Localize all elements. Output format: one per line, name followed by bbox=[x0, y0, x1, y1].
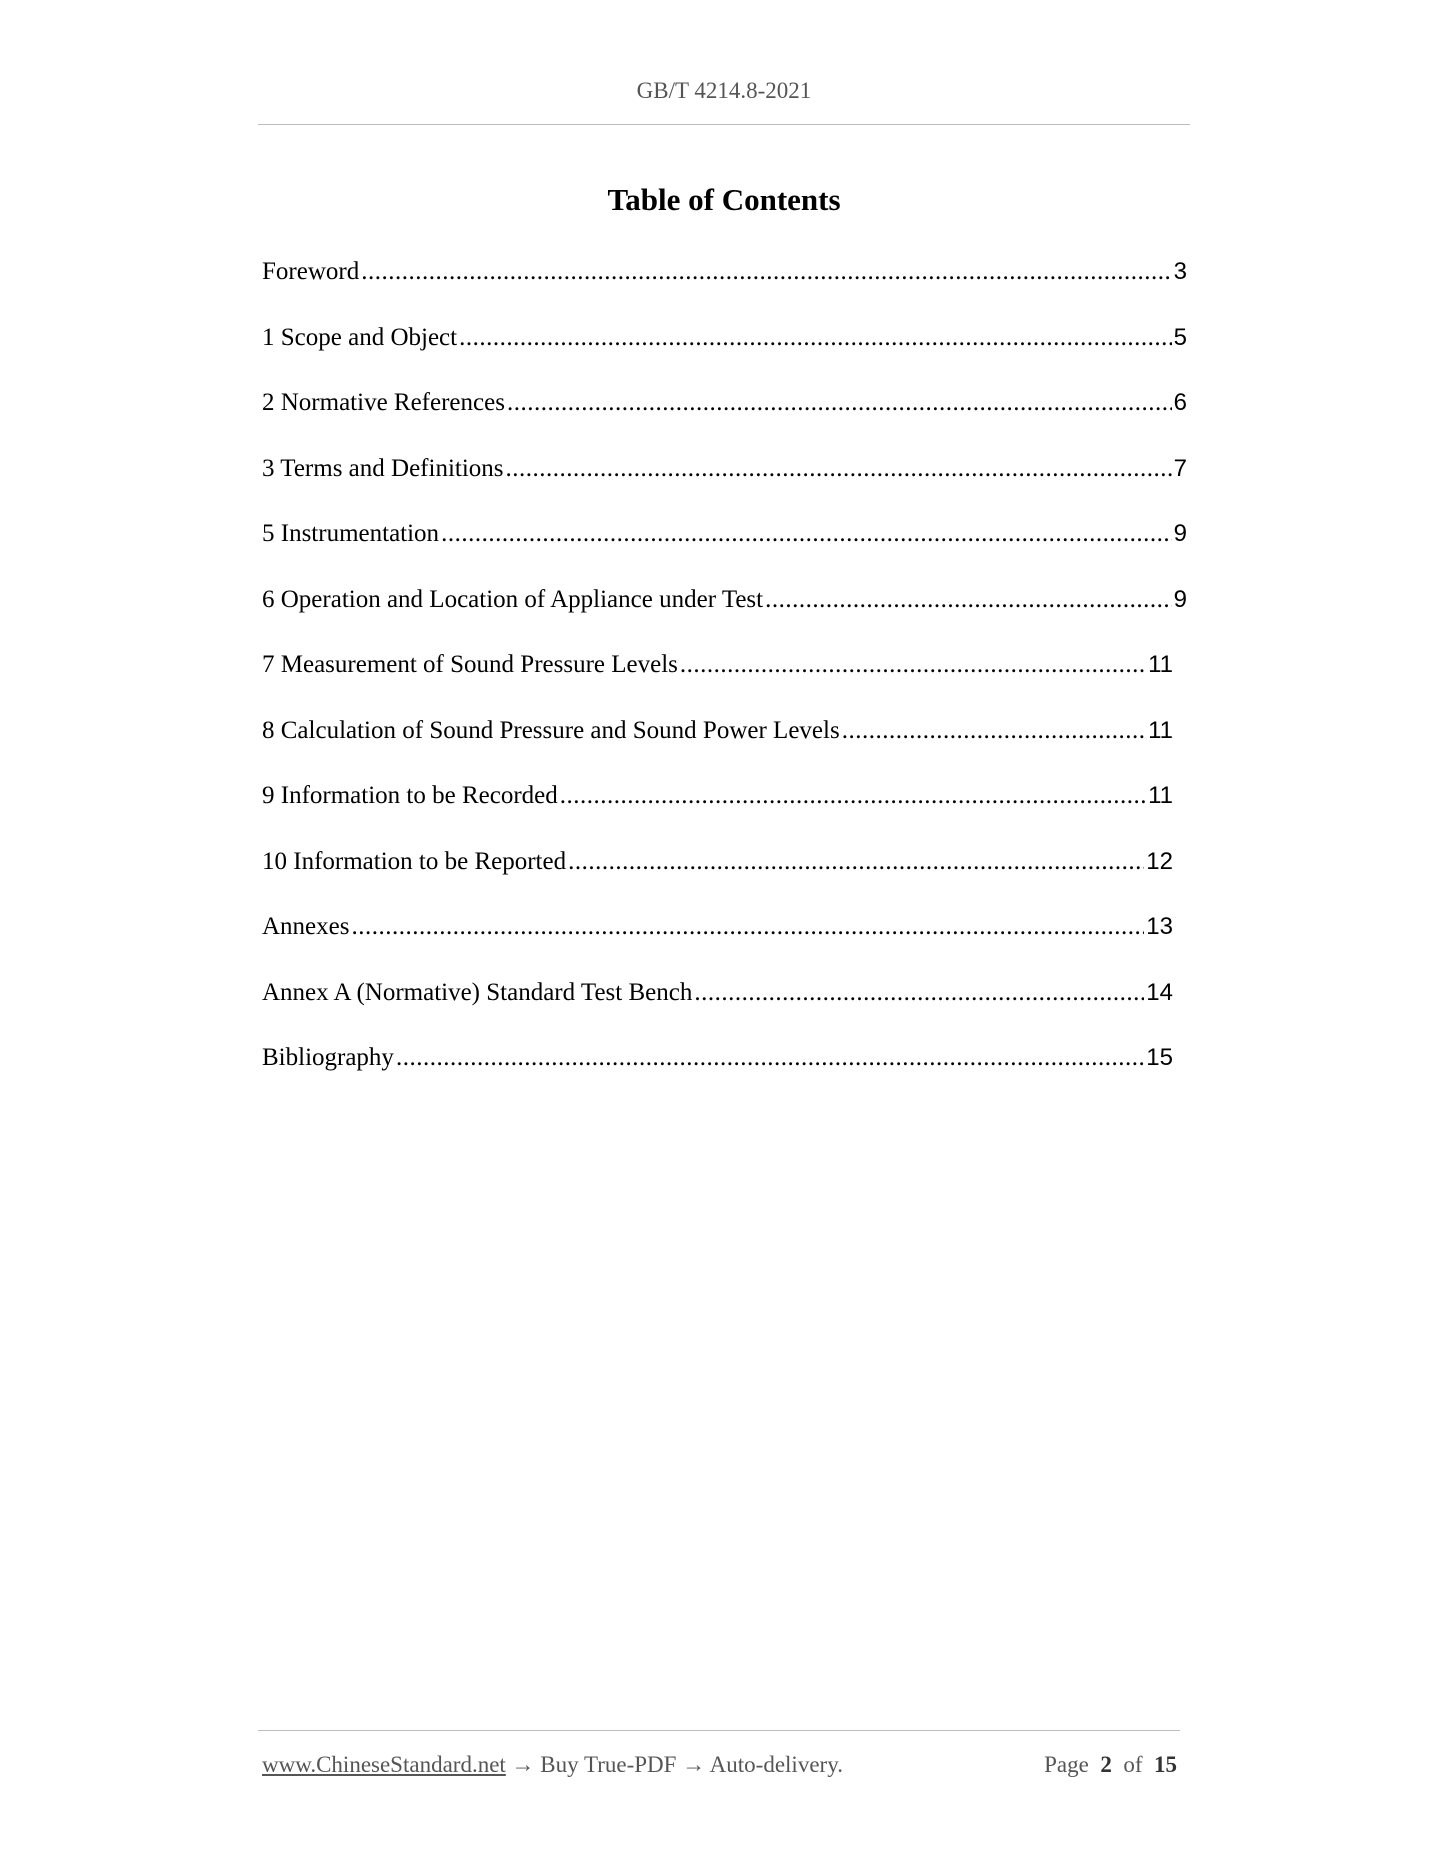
toc-entry-title: 7 Measurement of Sound Pressure Levels bbox=[262, 651, 678, 678]
toc-entry-information-reported[interactable] bbox=[262, 848, 1173, 914]
toc-dot-leader bbox=[568, 848, 1144, 876]
toc-entry-page: 9 bbox=[1173, 585, 1187, 613]
toc-entry-bibliography[interactable] bbox=[262, 1044, 1173, 1110]
toc-entry-title: Annexes bbox=[262, 913, 350, 940]
document-code-header: GB/T 4214.8-2021 bbox=[636, 78, 812, 103]
toc-entry-page: 5 bbox=[1173, 323, 1187, 351]
toc-dot-leader bbox=[361, 258, 1171, 286]
arrow-right-icon: → bbox=[682, 1752, 706, 1777]
toc-entry-terms-definitions[interactable] bbox=[262, 455, 1187, 521]
toc-entry-calculation[interactable] bbox=[262, 717, 1173, 783]
toc-dot-leader bbox=[506, 455, 1172, 483]
buy-text: Buy True-PDF bbox=[540, 1752, 677, 1777]
toc-entry-page: 12 bbox=[1146, 847, 1173, 875]
toc-dot-leader bbox=[765, 586, 1172, 614]
toc-entry-title: 10 Information to be Reported bbox=[262, 847, 567, 875]
toc-entry-page: 13 bbox=[1146, 913, 1173, 940]
toc-entry-page: 11 bbox=[1148, 716, 1173, 744]
toc-entry-page: 11 bbox=[1148, 651, 1173, 678]
toc-dot-leader bbox=[680, 651, 1146, 679]
toc-entry-annex-a[interactable] bbox=[262, 979, 1173, 1045]
toc-dot-leader bbox=[560, 782, 1146, 810]
toc-entry-title: 5 Instrumentation bbox=[262, 520, 440, 547]
toc-entry-foreword[interactable] bbox=[262, 258, 1187, 324]
toc-entry-title: 9 Information to be Recorded bbox=[262, 782, 558, 809]
arrow-right-icon: → bbox=[511, 1752, 535, 1777]
toc-entry-page: 11 bbox=[1148, 782, 1173, 809]
toc-entry-page: 9 bbox=[1173, 520, 1187, 547]
total-pages-number: 15 bbox=[1154, 1752, 1177, 1777]
toc-entry-page: 3 bbox=[1173, 258, 1187, 285]
toc-entry-instrumentation[interactable] bbox=[262, 520, 1187, 586]
toc-entry-title: Annex A (Normative) Standard Test Bench bbox=[262, 978, 693, 1006]
toc-entry-title: 6 Operation and Location of Appliance under Test bbox=[262, 585, 764, 613]
table-of-contents bbox=[262, 258, 1187, 1110]
header-divider bbox=[258, 124, 1190, 125]
site-link[interactable]: www.ChineseStandard.net bbox=[262, 1752, 506, 1777]
of-label: of bbox=[1123, 1752, 1143, 1777]
toc-entry-page: 14 bbox=[1146, 978, 1173, 1006]
toc-entry-normative-references[interactable] bbox=[262, 389, 1187, 455]
toc-entry-page: 6 bbox=[1173, 389, 1187, 416]
delivery-text: Auto-delivery. bbox=[709, 1752, 843, 1777]
toc-entry-information-recorded[interactable] bbox=[262, 782, 1173, 848]
toc-entry-operation-location[interactable] bbox=[262, 586, 1187, 652]
toc-entry-title: 3 Terms and Definitions bbox=[262, 454, 504, 482]
toc-entry-title: Foreword bbox=[262, 258, 360, 285]
toc-entry-title: 2 Normative References bbox=[262, 389, 505, 416]
page-indicator bbox=[1044, 1752, 1177, 1778]
toc-dot-leader bbox=[351, 913, 1144, 941]
toc-entry-measurement[interactable] bbox=[262, 651, 1173, 717]
toc-entry-title: 8 Calculation of Sound Pressure and Sound Power Levels bbox=[262, 716, 840, 744]
footer-divider bbox=[258, 1730, 1180, 1731]
toc-title: Table of Contents bbox=[607, 182, 841, 217]
toc-entry-annexes[interactable] bbox=[262, 913, 1173, 979]
toc-dot-leader bbox=[396, 1044, 1144, 1072]
toc-entry-title: 1 Scope and Object bbox=[262, 323, 458, 351]
page-label: Page bbox=[1044, 1752, 1089, 1777]
toc-dot-leader bbox=[459, 324, 1172, 352]
toc-dot-leader bbox=[694, 979, 1144, 1007]
toc-dot-leader bbox=[507, 389, 1172, 417]
toc-entry-scope[interactable] bbox=[262, 324, 1187, 390]
footer-promo bbox=[262, 1752, 843, 1778]
current-page-number: 2 bbox=[1100, 1752, 1112, 1777]
toc-dot-leader bbox=[441, 520, 1172, 548]
toc-dot-leader bbox=[842, 717, 1146, 745]
toc-entry-title: Bibliography bbox=[262, 1044, 394, 1071]
toc-entry-page: 7 bbox=[1173, 454, 1187, 482]
toc-entry-page: 15 bbox=[1146, 1044, 1173, 1071]
